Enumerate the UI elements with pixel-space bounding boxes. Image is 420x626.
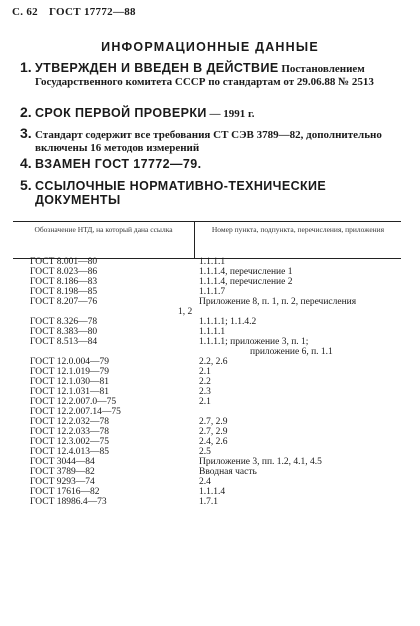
- item-lead: СРОК ПЕРВОЙ ПРОВЕРКИ: [35, 106, 207, 120]
- page-number: С. 62: [12, 6, 38, 18]
- table-row: [0, 467, 420, 477]
- info-item-1: [20, 59, 405, 89]
- row-reference: 1.1.1.4: [199, 487, 226, 497]
- standard-code: ГОСТ 17772—88: [49, 6, 136, 18]
- row-document: ГОСТ 8.383—80: [30, 327, 98, 337]
- table-row-continuation: [0, 347, 420, 357]
- row-document: ГОСТ 8.513—84: [30, 337, 98, 347]
- item-text: — 1991 г.: [206, 108, 255, 120]
- table-row: [0, 337, 420, 347]
- row-reference: 1.7.1: [199, 497, 218, 507]
- row-document: ГОСТ 17616—82: [30, 487, 100, 497]
- item-text: Стандарт содержит все требования СТ СЭВ 3789—82, дополнительно включены 16 методов измерений: [35, 129, 382, 154]
- row-document: ГОСТ 8.023—86: [30, 267, 98, 277]
- reference-table-header: [13, 221, 401, 259]
- section-title: ИНФОРМАЦИОННЫЕ ДАННЫЕ: [101, 40, 319, 54]
- table-row: [0, 487, 420, 497]
- item-number: 5.: [20, 177, 32, 193]
- table-row: [0, 367, 420, 377]
- row-document: ГОСТ 12.3.002—75: [30, 437, 109, 447]
- table-row: [0, 257, 420, 267]
- row-reference: Приложение 8, п. 1, п. 2, перечисления: [199, 297, 357, 307]
- table-row: [0, 427, 420, 437]
- row-document: ГОСТ 12.2.032—78: [30, 417, 109, 427]
- table-row: [0, 397, 420, 407]
- row-document: ГОСТ 12.1.031—81: [30, 387, 109, 397]
- row-document: ГОСТ 3789—82: [30, 467, 95, 477]
- row-document: ГОСТ 8.198—85: [30, 287, 98, 297]
- row-reference-continuation: 1, 2: [178, 307, 193, 317]
- item-lead: УТВЕРЖДЕН И ВВЕДЕН В ДЕЙСТВИЕ: [35, 61, 279, 75]
- table-row: [0, 457, 420, 467]
- table-row: [0, 407, 420, 417]
- row-document: ГОСТ 8.207—76: [30, 297, 98, 307]
- row-document: ГОСТ 12.4.013—85: [30, 447, 109, 457]
- item-number: 1.: [20, 59, 32, 75]
- page-header: [12, 6, 136, 18]
- table-row: [0, 317, 420, 327]
- table-row: [0, 437, 420, 447]
- row-reference: 2.1: [199, 367, 211, 377]
- info-item-5: [20, 177, 405, 208]
- item-number: 3.: [20, 125, 32, 141]
- row-reference: 1.1.1.1: [199, 257, 226, 267]
- item-lead: ВЗАМЕН ГОСТ 17772—79.: [35, 157, 202, 171]
- row-document: ГОСТ 12.0.004—79: [30, 357, 109, 367]
- row-document: ГОСТ 8.001—80: [30, 257, 98, 267]
- row-reference: 2.7, 2.9: [199, 427, 228, 437]
- item-number: 4.: [20, 155, 32, 171]
- row-reference: 2.3: [199, 387, 211, 397]
- table-row: [0, 447, 420, 457]
- row-reference: 2.4: [199, 477, 211, 487]
- table-row: [0, 387, 420, 397]
- row-document: ГОСТ 8.186—83: [30, 277, 98, 287]
- row-document: ГОСТ 12.2.033—78: [30, 427, 109, 437]
- row-document: ГОСТ 12.1.019—79: [30, 367, 109, 377]
- column-header-clause: Номер пункта, подпункта, перечисления, приложения: [211, 225, 385, 234]
- item-lead: ССЫЛОЧНЫЕ НОРМАТИВНО-ТЕХНИЧЕСКИЕ ДОКУМЕНТЫ: [35, 179, 327, 207]
- row-document: ГОСТ 18986.4—73: [30, 497, 107, 507]
- info-item-3: [20, 125, 405, 155]
- row-reference: 1.1.1.1; 1.1.4.2: [199, 317, 257, 327]
- row-reference: 1.1.1.4, перечисление 2: [199, 277, 293, 287]
- table-row: [0, 377, 420, 387]
- table-row: [0, 497, 420, 507]
- row-reference: 1.1.1.4, перечисление 1: [199, 267, 293, 277]
- row-reference: 2.2, 2.6: [199, 357, 228, 367]
- table-row-continuation: [0, 307, 420, 317]
- row-reference: 2.5: [199, 447, 211, 457]
- table-row: [0, 327, 420, 337]
- row-reference: 2.4, 2.6: [199, 437, 228, 447]
- row-reference: 2.1: [199, 397, 211, 407]
- table-row: [0, 357, 420, 367]
- info-item-4: [20, 155, 405, 172]
- table-row: [0, 267, 420, 277]
- row-reference: Вводная часть: [199, 467, 257, 477]
- row-reference-continuation: приложение 6, п. 1.1: [250, 347, 333, 357]
- row-document: ГОСТ 8.326—78: [30, 317, 98, 327]
- column-header-document: Обозначение НТД, на который дана ссылка: [34, 225, 173, 234]
- table-row: [0, 287, 420, 297]
- row-reference: 1.1.1.1; приложение 3, п. 1;: [199, 337, 309, 347]
- item-number: 2.: [20, 104, 32, 120]
- row-document: ГОСТ 9293—74: [30, 477, 95, 487]
- table-row: [0, 297, 420, 307]
- info-item-2: [20, 104, 405, 121]
- item-text: Постановлением Государственного комитета СССР по стандартам от 29.06.88 № 2513: [35, 63, 374, 88]
- row-reference: 1.1.1.1: [199, 327, 226, 337]
- row-reference: 1.1.1.7: [199, 287, 226, 297]
- row-document: ГОСТ 3044—84: [30, 457, 95, 467]
- row-reference: 2.7, 2.9: [199, 417, 228, 427]
- table-row: [0, 477, 420, 487]
- row-document: ГОСТ 12.2.007.14—75: [30, 407, 121, 417]
- row-reference: Приложение 3, пп. 1.2, 4.1, 4.5: [199, 457, 322, 467]
- row-reference: 2.2: [199, 377, 211, 387]
- table-row: [0, 277, 420, 287]
- row-document: ГОСТ 12.1.030—81: [30, 377, 109, 387]
- row-document: ГОСТ 12.2.007.0—75: [30, 397, 117, 407]
- table-row: [0, 417, 420, 427]
